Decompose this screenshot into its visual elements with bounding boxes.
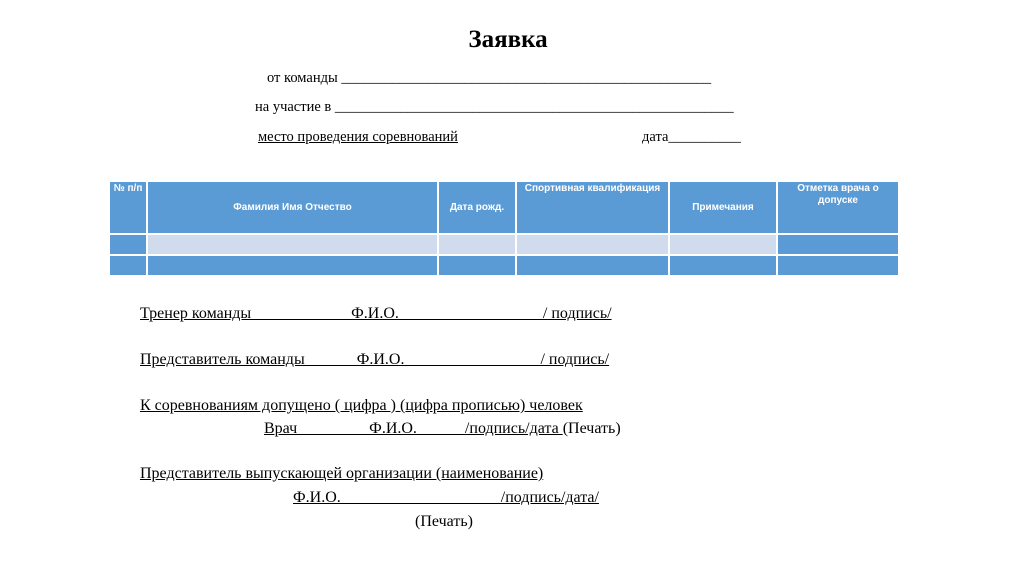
doctor-stamp-text: (Печать) [562, 420, 621, 437]
table-cell[interactable] [438, 255, 516, 276]
column-header-full-name: Фамилия Имя Отчество [147, 181, 438, 234]
table-header-row [109, 181, 899, 234]
column-header-qualification: Спортивная квалификация [516, 181, 669, 234]
column-header-birth-date: Дата рожд. [438, 181, 516, 234]
column-header-number: № п/п [109, 181, 147, 234]
table-row [109, 255, 899, 276]
column-header-doctor-mark: Отметка врача о допуске [777, 181, 899, 234]
table-cell[interactable] [669, 255, 777, 276]
team-line: от команды ___________________________________________________ [267, 70, 712, 86]
table-cell[interactable] [516, 234, 669, 255]
participation-line: на участие в _______________________________________________________ [255, 99, 734, 115]
venue-line: место проведения соревнований [258, 129, 458, 145]
date-line: дата__________ [642, 129, 741, 145]
entry-table [108, 180, 900, 277]
table-cell[interactable] [777, 234, 899, 255]
column-header-notes: Примечания [669, 181, 777, 234]
doctor-signature-line [264, 420, 621, 438]
team-representative-signature-line: Представитель команды ______Ф.И.О._________________/ подпись/ [140, 351, 610, 368]
table-cell[interactable] [438, 234, 516, 255]
coach-signature-line: Тренер команды ____________Ф.И.О.__________________/ подпись/ [140, 305, 612, 322]
table-cell[interactable] [669, 234, 777, 255]
doctor-signature-text: Врач_________Ф.И.О.______/подпись/дата [264, 420, 563, 437]
table-cell[interactable] [109, 255, 147, 276]
table-cell[interactable] [147, 234, 438, 255]
organization-signature-line: Ф.И.О.____________________/подпись/дата/ [293, 489, 599, 506]
stamp-line: (Печать) [415, 513, 473, 530]
table-cell[interactable] [109, 234, 147, 255]
admitted-count-line: К соревнованиям допущено ( цифра ) (цифра прописью) человек [140, 397, 583, 414]
table-cell[interactable] [147, 255, 438, 276]
table-row [109, 234, 899, 255]
table-cell[interactable] [516, 255, 669, 276]
table-cell[interactable] [777, 255, 899, 276]
organization-representative-line: Представитель выпускающей организации (наименование) [140, 465, 544, 482]
document-title: Заявка [468, 26, 548, 53]
